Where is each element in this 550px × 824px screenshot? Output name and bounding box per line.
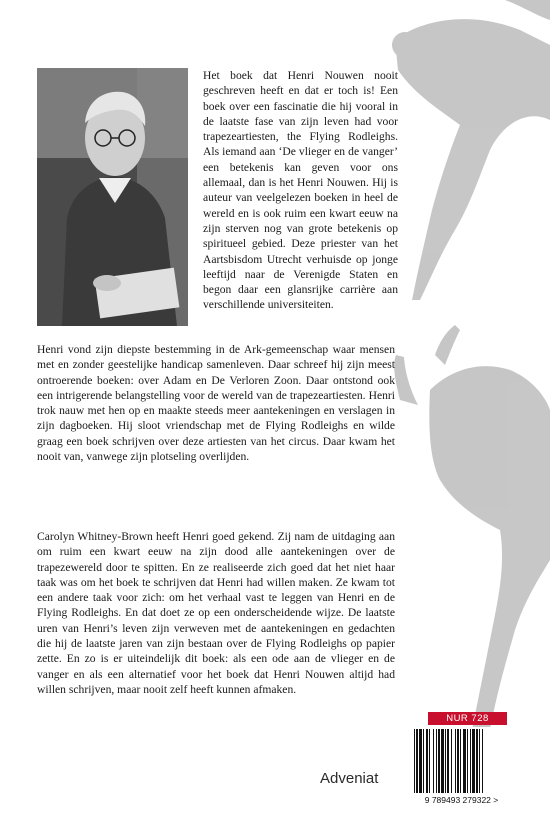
barcode-bar [436, 729, 437, 793]
barcode-bar [476, 729, 478, 793]
barcode-bar [416, 729, 418, 793]
barcode-bar [472, 729, 475, 793]
barcode-bar [482, 729, 483, 793]
publisher-name: Adveniat [320, 770, 379, 787]
barcode-bar [470, 729, 471, 793]
barcode-bar [467, 729, 468, 793]
barcode-bar [479, 729, 480, 793]
isbn-barcode [410, 727, 513, 795]
barcode-bar [447, 729, 449, 793]
paragraph-2: Carolyn Whitney-Brown heeft Henri goed gekend. Zij nam de uitdaging aan om ruim een kwart eeuw na zijn dood alle aantekeningen over de trapezewereld door te spitten. En ze realiseerde zich goed dat het niet haar taak was om het boek te schrijven dat Henri had willen maken. Ze kwam tot een andere taak voor zich: om het verhaal vast te leggen van Henri en de Flying Rodleighs. En dat doet ze op een onderscheidende wijze. De laatste uren van Henri’s leven zijn verweven met de aantekeningen en gedachten die hij de laatste jaren van zijn bestaan over de Flying Rodleighs op papier zette. En zo is er uiteindelijk dit boek: als een ode aan de vlieger en de vanger en als een alternatief voor het boek dat Henri Nouwen altijd had willen schrijven, maar nooit zelf heeft kunnen afmaken. [37, 530, 395, 696]
barcode-bar [433, 729, 434, 793]
barcode-bar [457, 729, 459, 793]
publisher-logo [320, 770, 378, 787]
nur-label: NUR 728 [428, 712, 507, 725]
barcode-bar [429, 729, 430, 793]
author-portrait-illustration [37, 68, 188, 326]
isbn-number-row [410, 795, 513, 805]
isbn-suffix: > [493, 795, 499, 805]
author-photo [37, 68, 188, 326]
barcode-bars [410, 727, 513, 795]
barcode-bar [445, 729, 446, 793]
intro-text: Het boek dat Henri Nouwen nooit geschreven heeft en dat er toch is! Een boek over een fascinatie die hij vooral in de laatste fase van zijn leven had voor trapezeartiesten, the Flying Rodleighs. Als iemand aan ‘De vlieger en de vanger’ een betekenis kan geven voor ons allemaal, dan is het Henri Nouwen. Hij is auteur van veelgelezen boeken in heel de wereld en is ook ruim een kwart eeuw na zijn sterven nog van grote betekenis op spiritueel gebied. Deze priester van het Aartsbisdom Utrecht verhuisde op jonge leeftijd naar de Verenigde Staten en begon daar een glansrijke carrière aan verschillende universiteiten. [203, 69, 398, 312]
barcode-bar [460, 729, 461, 793]
paragraph-1: Henri vond zijn diepste bestemming in de Ark-gemeenschap waar mensen met en zonder geestelijke handicap samenleven. Daar schreef hij zijn meest ontroerende boeken: over Adam en De Verloren Zoon. Daar ontstond ook een intrigerende belangstelling voor de wereld van de trapezeartiesten. Henri trok nauw met hen op en maakte steeds meer aantekeningen en verslagen in zijn dagboeken. Hij sloot vriendschap met de Flying Rodleighs en wilde graag een boek schrijven over deze artiesten van het circus. Daar kwam het nooit van, vanwege zijn plotseling overlijden. [37, 343, 395, 464]
barcode-bar [441, 729, 444, 793]
barcode-bar [414, 729, 415, 793]
barcode-bar [426, 729, 428, 793]
barcode-bar [463, 729, 466, 793]
barcode-bar [419, 729, 422, 793]
barcode-bar [451, 729, 452, 793]
barcode-bar [423, 729, 424, 793]
barcode-bar [438, 729, 440, 793]
barcode-bar [455, 729, 456, 793]
isbn-number: 9 789493 279322 [424, 795, 491, 805]
